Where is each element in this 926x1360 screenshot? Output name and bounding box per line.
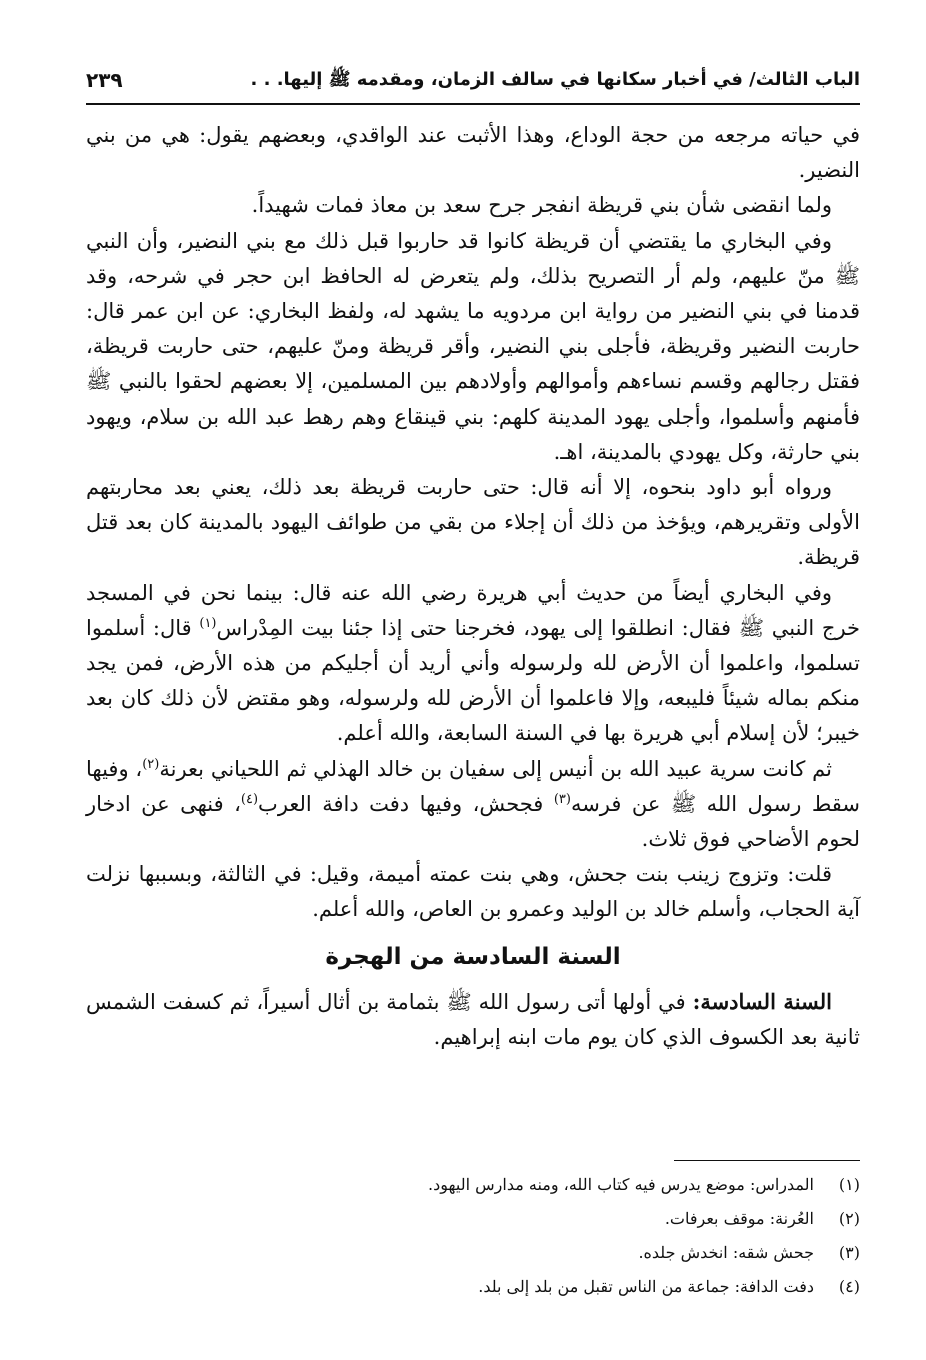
footnote-number: (٣) xyxy=(838,1243,860,1262)
section-heading: السنة السادسة من الهجرة xyxy=(325,943,621,970)
book-page xyxy=(86,40,860,1330)
paragraph-5 xyxy=(86,576,860,752)
footnote-number: (٢) xyxy=(838,1209,860,1228)
body-text xyxy=(86,118,860,1055)
footnote-text: المدراس: موضع يدرس فيه كتاب الله، ومنه مدارس اليهود. xyxy=(428,1175,814,1194)
paragraph-6-text-b: ، وفيها سقط رسول الله ﷺ عن فرسه xyxy=(86,756,860,816)
paragraph-8-text: في أولها أتى رسول الله ﷺ بثمامة بن أثال أسيراً، ثم كسفت الشمس ثانية بعد الكسوف الذي كان يوم مات ابنه إبراهيم. xyxy=(86,989,860,1049)
paragraph-4: ورواه أبو داود بنحوه، إلا أنه قال: حتى حاربت قريظة بعد ذلك، يعني بعد محاربتهم الأولى وتقريرهم، ويؤخذ من ذلك أن إجلاء من بقي من طوائف اليهود بالمدينة كان بعد قتل قريظة. xyxy=(86,475,860,570)
footnote-1 xyxy=(86,1168,860,1202)
paragraph-1: في حياته مرجعه من حجة الوداع، وهذا الأثبت عند الواقدي، وبعضهم يقول: هي من بني النضير. xyxy=(86,123,860,183)
running-header xyxy=(86,54,860,94)
footnote-text: جحش شقه: انخدش جلده. xyxy=(638,1243,814,1262)
paragraph-8-lead: السنة السادسة: xyxy=(692,988,832,1014)
page-number: ٢٣٩ xyxy=(86,68,123,92)
header-rule xyxy=(86,103,860,105)
paragraph-3: وفي البخاري ما يقتضي أن قريظة كانوا قد حاربوا قبل ذلك مع بني النضير، وأن النبي ﷺ منّ عليهم، ولم أر التصريح بذلك، ولم يتعرض له الحافظ ابن حجر في شرحه، وقد قدمنا في بني النضير من رواية ابن مردويه ما يشهد له، ولفظ البخاري: عن ابن عمر قال: حاربت النضير وقريظة، فأجلى بني النضير، وأقر قريظة ومنّ عليهم، حتى حاربت قريظة، فقتل رجالهم وقسم نساءهم وأموالهم وأولادهم بين المسلمين، إلا بعضهم لحقوا بالنبي ﷺ فأمنهم وأسلموا، وأجلى يهود المدينة كلهم: بني قينقاع وهم رهط عبد الله بن سلام، ويهود بني حارثة، وكل يهودي بالمدينة، اهـ. xyxy=(86,228,860,464)
footnote-4 xyxy=(86,1270,860,1304)
paragraph-5-text-a: وفي البخاري أيضاً من حديث أبي هريرة رضي الله عنه قال: بينما نحن في المسجد خرج النبي ﷺ فقال: انطلقوا إلى يهود، فخرجنا حتى إذا جئنا بيت المِدْراس xyxy=(86,580,861,640)
footnote-ref-2: (٢) xyxy=(142,756,160,772)
paragraph-8 xyxy=(86,984,860,1055)
paragraph-6-text-d: ، فنهى عن ادخار لحوم الأضاحي فوق ثلاث. xyxy=(86,791,860,852)
paragraph-6 xyxy=(86,752,860,858)
footnotes xyxy=(86,1168,860,1304)
footnote-ref-3: (٣) xyxy=(553,791,571,807)
footnote-ref-1: (١) xyxy=(199,615,217,631)
paragraph-2: ولما انقضى شأن بني قريظة انفجر جرح سعد بن معاذ فمات شهيداً. xyxy=(251,193,832,218)
footnote-number: (١) xyxy=(838,1175,860,1194)
footnote-2 xyxy=(86,1202,860,1236)
footnote-number: (٤) xyxy=(838,1277,860,1296)
footnote-text: دفت الدافة: جماعة من الناس تقبل من بلد إلى بلد. xyxy=(478,1277,814,1296)
footnote-3 xyxy=(86,1236,860,1270)
paragraph-6-text-c: فجحش، وفيها دفت دافة العرب xyxy=(258,791,554,816)
paragraph-5-text-b: قال: أسلموا تسلموا، واعلموا أن الأرض لله ولرسوله وأني أريد أن أجليكم من هذه الأرض، فمن يجد منكم بماله شيئاً فليبعه، وإلا فاعلموا أن الأرض لله ولرسوله، وهو مقتض لأن ذلك كان بعد خيبر؛ لأن إسلام أبي هريرة بها في السنة السابعة، والله أعلم. xyxy=(86,615,860,746)
footnote-ref-4: (٤) xyxy=(240,791,259,807)
footnote-text: العُرنة: موقف بعرفات. xyxy=(664,1209,814,1228)
chapter-title: الباب الثالث/ في أخبار سكانها في سالف الزمان، ومقدمه ﷺ إليها. . . xyxy=(250,69,860,90)
paragraph-7: قلت: وتزوج زينب بنت جحش، وهي بنت عمته أميمة، وقيل: في الثالثة، وبسببها نزلت آية الحجاب، وأسلم خالد بن الوليد وعمرو بن العاص، والله أعلم. xyxy=(86,862,860,922)
paragraph-6-text-a: ثم كانت سرية عبيد الله بن أنيس إلى سفيان بن خالد الهذلي ثم اللحياني بعرنة xyxy=(159,756,832,781)
footnote-rule xyxy=(674,1160,860,1161)
